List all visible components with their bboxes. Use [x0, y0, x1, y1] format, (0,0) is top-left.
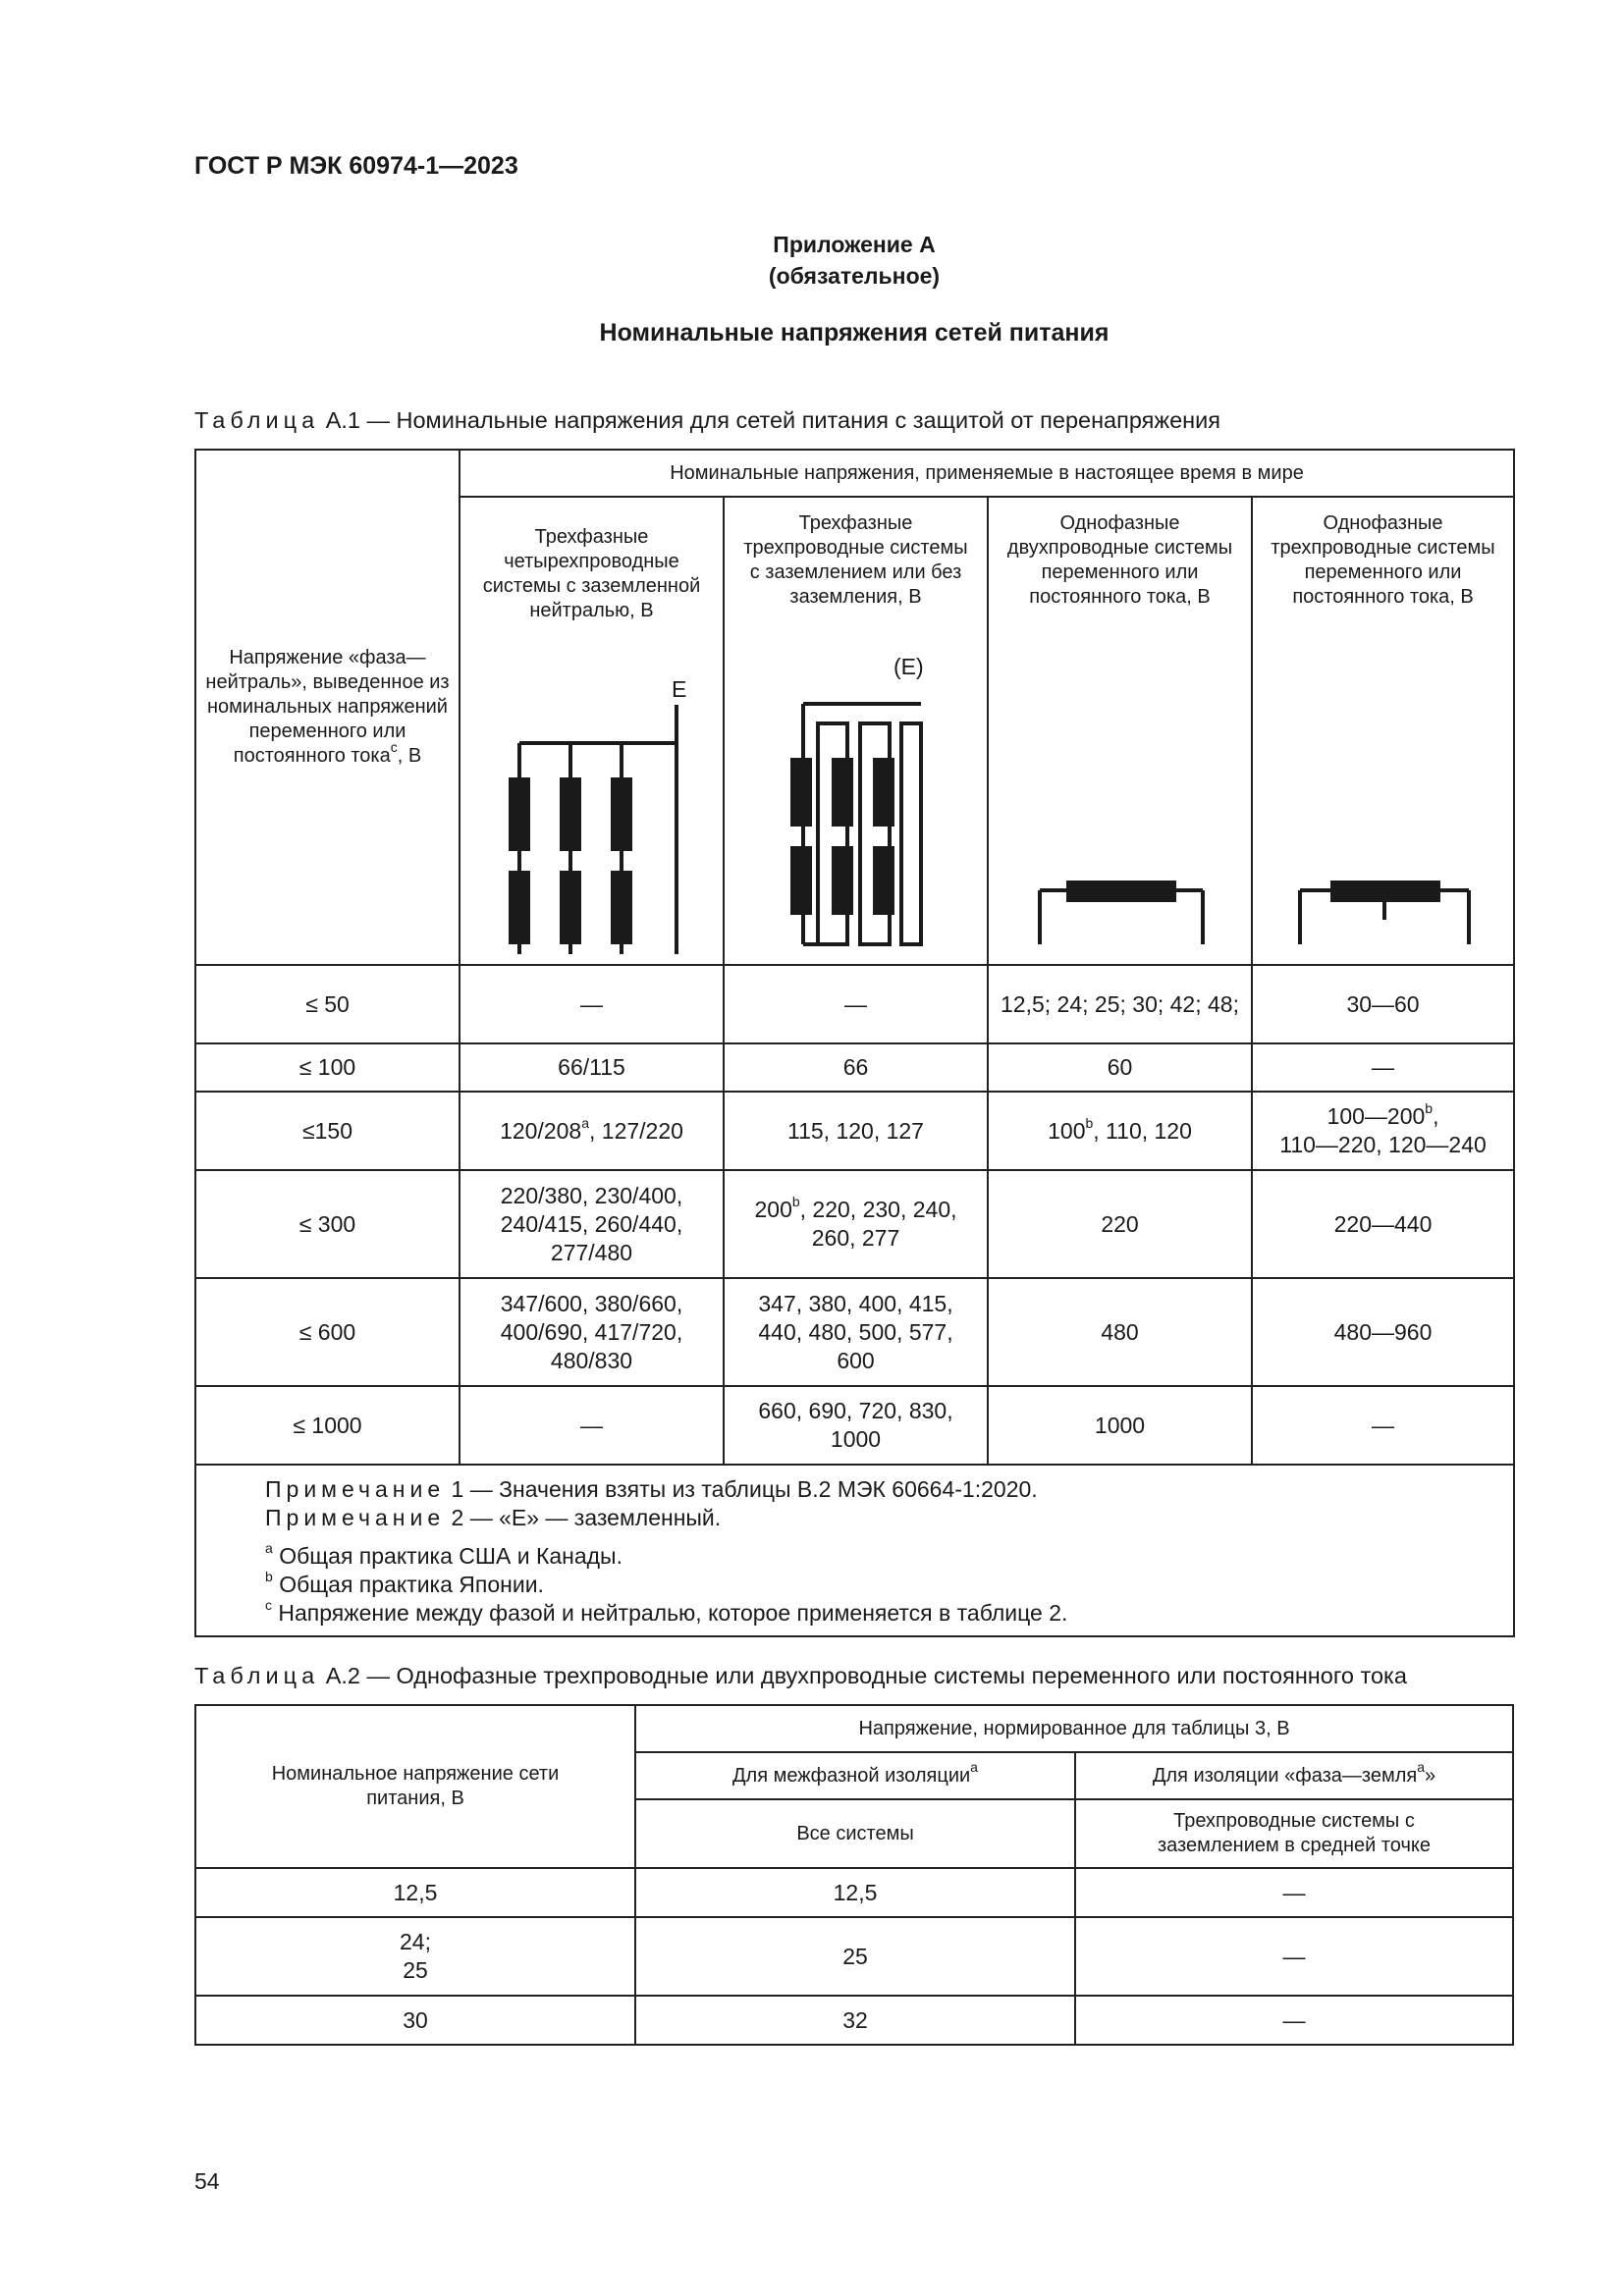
table2-caption-prefix: Таблица [194, 1663, 320, 1688]
value-cell: 66 [724, 1043, 988, 1092]
annex-status: (обязательное) [768, 263, 941, 289]
value-cell [1252, 1092, 1514, 1170]
table1-caption [194, 407, 1220, 434]
value-text: , [1433, 1103, 1439, 1129]
annex-title: Приложение А [773, 232, 936, 257]
note [265, 1475, 1503, 1504]
note-text: 2 — «Е» — заземленный. [451, 1505, 722, 1530]
header-text: Для изоляции «фаза—земля [1152, 1764, 1418, 1787]
nominal-voltage-header [195, 1705, 635, 1868]
footnote-text: Напряжение между фазой и нейтралью, которое применяется в таблице 2. [278, 1600, 1068, 1626]
column-header-3ph-3wire [724, 497, 988, 965]
document-code: ГОСТ Р МЭК 60974-1—2023 [194, 152, 518, 180]
table-row [195, 1092, 1514, 1170]
nominal-cell: 12,5 [195, 1868, 635, 1917]
value-cell: 60 [988, 1043, 1252, 1092]
annex-heading [0, 229, 1624, 292]
footnote-mark: b [265, 1569, 273, 1585]
table-a1 [194, 449, 1515, 1637]
nominal-cell [195, 1917, 635, 1996]
annex-subject: Номинальные напряжения сетей питания [599, 319, 1110, 347]
page-number: 54 [194, 2168, 220, 2194]
column-label: Трехфазные четырехпроводные системы с заземленной нейтралью, В [482, 526, 701, 621]
table-row [195, 965, 1514, 1043]
footnote-ref: b [1085, 1114, 1094, 1131]
table-row [195, 1917, 1513, 1996]
phase-earth-cell: — [1075, 1996, 1513, 2045]
column-header-3ph-4wire [460, 497, 724, 965]
table-row [195, 1278, 1514, 1386]
value-cell: 480—960 [1252, 1278, 1514, 1386]
single-phase-two-wire-diagram [989, 498, 1253, 966]
note-label: Примечание [265, 1476, 446, 1502]
table-row [195, 1868, 1513, 1917]
table-row [195, 1996, 1513, 2045]
value-cell: 66/115 [460, 1043, 724, 1092]
earth-marker-label: E [672, 676, 687, 702]
footnote-ref: b [791, 1194, 800, 1210]
value-text: , 110, 120 [1093, 1117, 1192, 1144]
value-cell: 347, 380, 400, 415, 440, 480, 500, 577, 600 [724, 1278, 988, 1386]
value-cell: — [460, 1386, 724, 1465]
value-cell: — [724, 965, 988, 1043]
footnote [265, 1542, 1503, 1571]
footnote-ref: a [1417, 1758, 1426, 1775]
table2-caption [194, 1663, 1407, 1689]
value-cell: 347/600, 380/660, 400/690, 417/720, 480/830 [460, 1278, 724, 1386]
table1-caption-text: А.1 — Номинальные напряжения для сетей питания с защитой от перенапряжения [325, 407, 1221, 433]
table-a2 [194, 1704, 1514, 2046]
footnote-text: Общая практика США и Канады. [279, 1543, 623, 1569]
single-phase-three-wire-diagram [1253, 498, 1515, 966]
phase-earth-cell: — [1075, 1917, 1513, 1996]
header-text: Для межфазной изоляции [732, 1764, 971, 1787]
voltage-cell: ≤ 100 [195, 1043, 460, 1092]
value-cell: 12,5; 24; 25; 30; 42; 48; [988, 965, 1252, 1043]
table-row [195, 1043, 1514, 1092]
interphase-cell: 32 [635, 1996, 1075, 2045]
column-label: Однофазные трехпроводные системы переменного или постоянного тока, В [1271, 512, 1495, 608]
value-text: 100 [1048, 1117, 1086, 1144]
voltage-cell: ≤150 [195, 1092, 460, 1170]
value-text: 110—220, 120—240 [1279, 1132, 1487, 1157]
group-header: Напряжение, нормированное для таблицы 3, В [635, 1705, 1513, 1752]
phase-earth-cell: — [1075, 1868, 1513, 1917]
table1-caption-prefix: Таблица [194, 407, 320, 433]
value-cell: 115, 120, 127 [724, 1092, 988, 1170]
note-label: Примечание [265, 1505, 446, 1530]
value-text: , 220, 230, 240, 260, 277 [799, 1197, 957, 1251]
table2-caption-text: А.2 — Однофазные трехпроводные или двухпроводные системы переменного или постоянного тока [325, 1663, 1407, 1688]
footnote-text: Общая практика Японии. [279, 1572, 544, 1597]
value-cell: 220 [988, 1170, 1252, 1278]
interphase-cell: 12,5 [635, 1868, 1075, 1917]
value-text: 120/208 [500, 1117, 582, 1144]
value-cell [988, 1092, 1252, 1170]
group-header: Номинальные напряжения, применяемые в настоящее время в мире [460, 450, 1514, 497]
footnote-ref: a [970, 1758, 978, 1775]
interphase-cell: 25 [635, 1917, 1075, 1996]
value-cell: — [1252, 1043, 1514, 1092]
footnote-ref: a [581, 1114, 589, 1131]
value-cell [724, 1170, 988, 1278]
header-text: » [1425, 1764, 1436, 1787]
row-header-tail: , В [397, 745, 422, 767]
value-text: 25 [403, 1957, 428, 1983]
table-row [195, 1170, 1514, 1278]
row-header-text: Напряжение «фаза—нейтраль», выведенное из номинальных напряжений переменного или постоянного тока [205, 647, 450, 767]
voltage-cell: ≤ 600 [195, 1278, 460, 1386]
value-cell: 220—440 [1252, 1170, 1514, 1278]
value-text: , 127/220 [589, 1117, 683, 1144]
three-wire-header: Трехпроводные системы с заземлением в средней точке [1075, 1799, 1513, 1868]
voltage-cell: ≤ 300 [195, 1170, 460, 1278]
footnote [265, 1599, 1503, 1628]
column-header-1ph-2wire [988, 497, 1252, 965]
table-row [195, 1386, 1514, 1465]
value-cell: 480 [988, 1278, 1252, 1386]
value-cell: 220/380, 230/400, 240/415, 260/440, 277/480 [460, 1170, 724, 1278]
row-header-sup: c [390, 739, 398, 756]
column-header-1ph-3wire [1252, 497, 1514, 965]
phase-earth-header [1075, 1752, 1513, 1799]
row-header-cell [195, 450, 460, 965]
footnote [265, 1571, 1503, 1599]
value-cell: 30—60 [1252, 965, 1514, 1043]
value-text: 200 [754, 1197, 792, 1222]
value-cell: — [1252, 1386, 1514, 1465]
interphase-header [635, 1752, 1075, 1799]
header-text: Номинальное напряжение сети питания, В [271, 1763, 560, 1809]
earth-optional-marker-label: (E) [893, 654, 924, 679]
all-systems-header: Все системы [635, 1799, 1075, 1868]
value-cell: 1000 [988, 1386, 1252, 1465]
three-phase-three-wire-diagram [725, 498, 989, 966]
column-label: Трехфазные трехпроводные системы с заземлением или без заземления, В [743, 512, 968, 608]
value-text: 100—200 [1326, 1103, 1426, 1129]
column-label: Однофазные двухпроводные системы переменного или постоянного тока, В [1006, 512, 1233, 608]
value-text: 24; [400, 1929, 431, 1954]
nominal-cell: 30 [195, 1996, 635, 2045]
footnote-ref: b [1425, 1100, 1434, 1117]
notes-cell [195, 1465, 1514, 1636]
three-phase-four-wire-diagram [460, 498, 725, 966]
note [265, 1504, 1503, 1532]
value-cell: 660, 690, 720, 830, 1000 [724, 1386, 988, 1465]
voltage-cell: ≤ 50 [195, 965, 460, 1043]
value-cell [460, 1092, 724, 1170]
note-text: 1 — Значения взяты из таблицы В.2 МЭК 60664-1:2020. [451, 1476, 1038, 1502]
footnote-mark: c [265, 1597, 272, 1614]
footnote-mark: a [265, 1540, 273, 1557]
value-cell: — [460, 965, 724, 1043]
voltage-cell: ≤ 1000 [195, 1386, 460, 1465]
notes-row [195, 1465, 1514, 1636]
